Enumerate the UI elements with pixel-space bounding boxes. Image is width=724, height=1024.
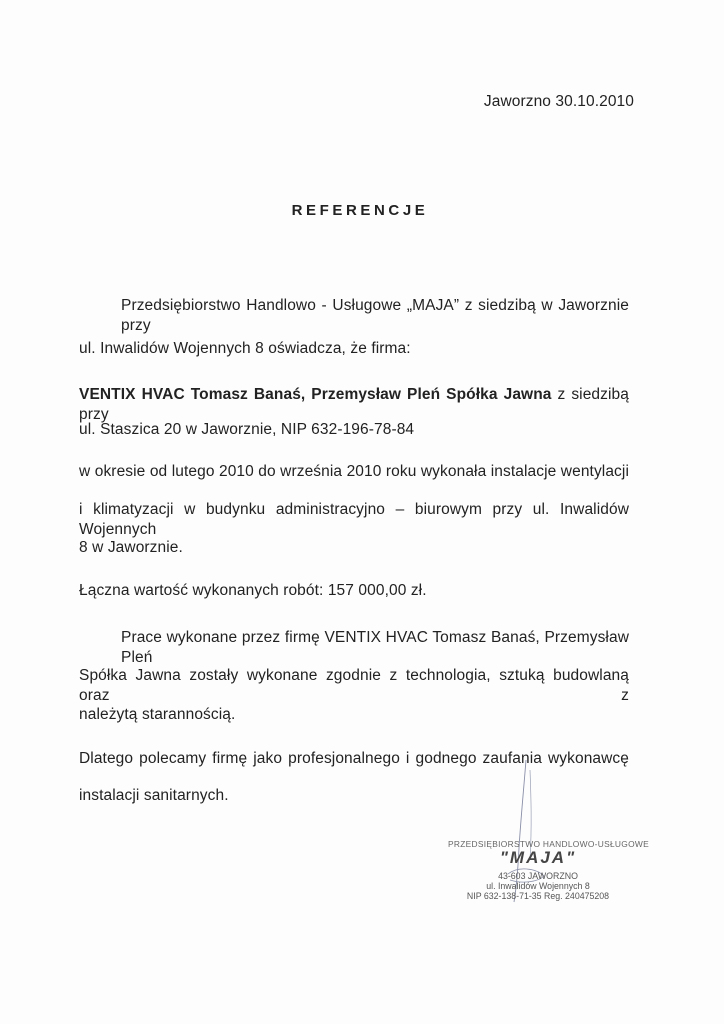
company-line-1-rest: z siedzibą przy [79,386,629,423]
stamp-street: ul. Inwalidów Wojennych 8 [486,881,590,891]
paragraph-5-line-3: należytą starannością. [79,706,236,723]
stamp-header: PRZEDSIĘBIORSTWO HANDLOWO-USŁUGOWE [448,839,649,849]
company-stamp [448,830,649,910]
paragraph-1-line-2: ul. Inwalidów Wojennych 8 oświadcza, że firma: [79,340,411,357]
letter-date: Jaworzno 30.10.2010 [483,93,634,110]
paragraph-5-line-2: Spółka Jawna zostały wykonane zgodnie z technologia, sztuką budowlaną oraz z [79,667,629,704]
company-line-2: ul. Staszica 20 w Jaworznie, NIP 632-196-78-84 [79,421,415,438]
paragraph-6-line-1: Dlatego polecamy firmę jako profesjonalnego i godnego zaufania wykonawcę [79,750,629,767]
paragraph-3-line-2: i klimatyzacji w budynku administracyjno – biurowym przy ul. Inwalidów Wojennych [79,501,629,538]
total-value-line: Łączna wartość wykonanych robót: 157 000,00 zł. [79,582,427,599]
stamp-company-name: "MAJA" [499,848,577,867]
company-name: VENTIX HVAC Tomasz Banaś, Przemysław Pleń Spółka Jawna [79,386,552,403]
paragraph-3-line-3: 8 w Jaworznie. [79,539,183,556]
letter-title: REFERENCJE [291,202,429,219]
paragraph-1-line-1: Przedsiębiorstwo Handlowo - Usługowe „MAJA” z siedzibą w Jaworznie przy [121,297,629,334]
paragraph-3-line-1: w okresie od lutego 2010 do września 2010 roku wykonała instalacje wentylacji [79,463,629,480]
stamp-postal: 43-603 JAWORZNO [498,871,578,881]
paragraph-6-line-2: instalacji sanitarnych. [79,787,229,804]
company-line-1 [79,385,629,425]
paragraph-5-line-1: Prace wykonane przez firmę VENTIX HVAC Tomasz Banaś, Przemysław Pleń [121,629,629,666]
stamp-ids: NIP 632-138-71-35 Reg. 240475208 [466,891,610,901]
